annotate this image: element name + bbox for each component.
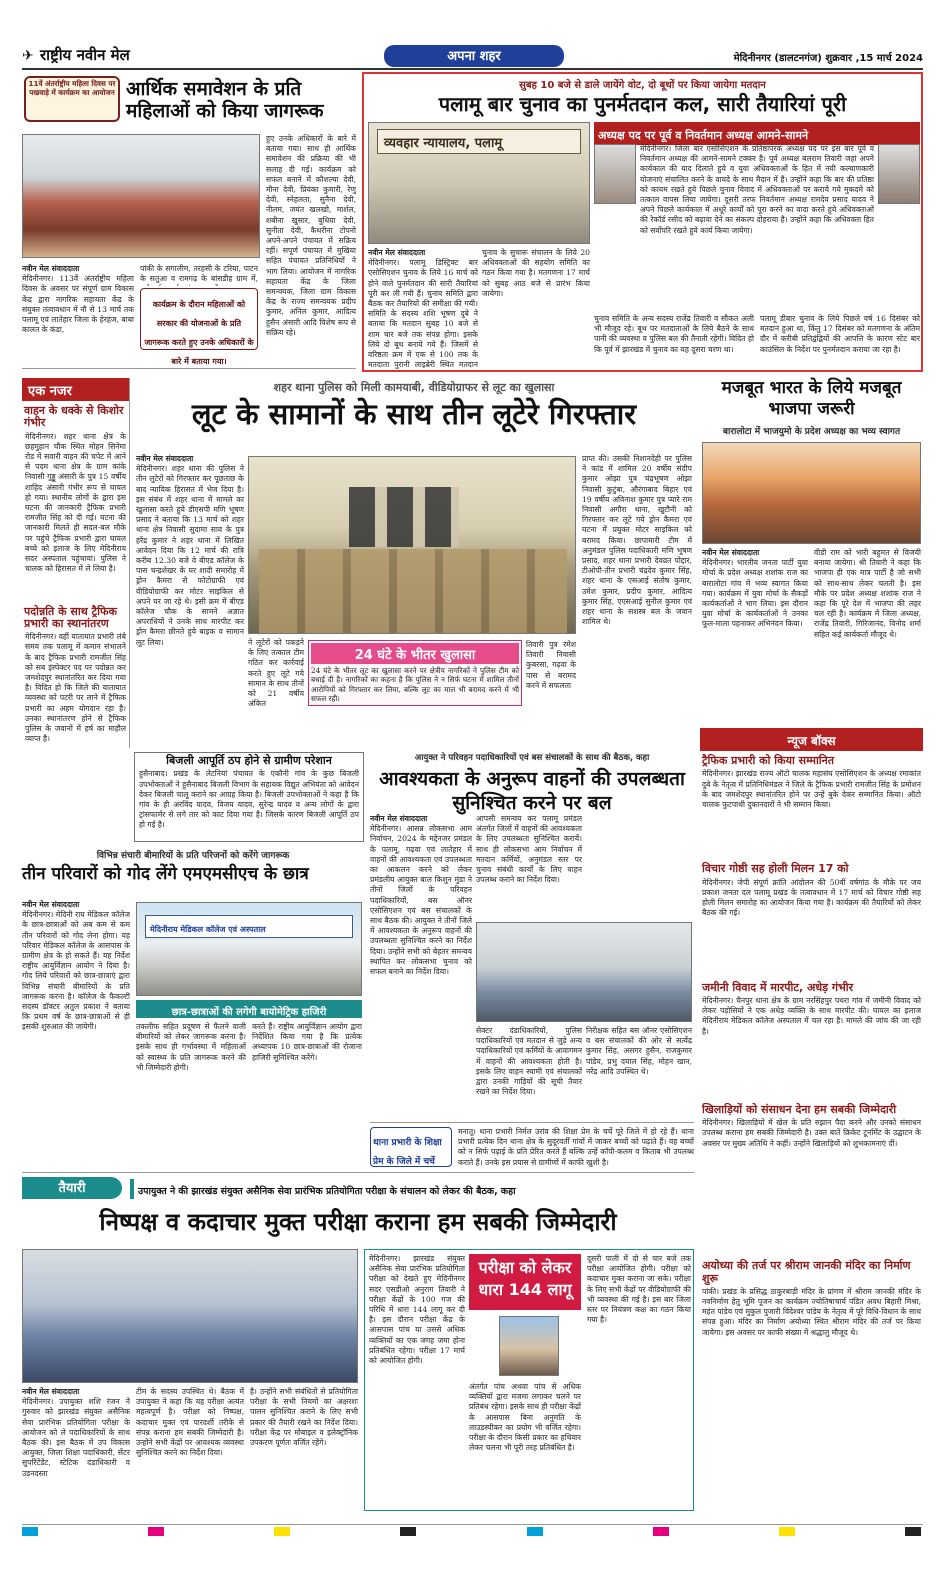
bar-body-3: चुनाव समिति के अन्य सदस्य राजेंद्र तिवारी व सौकत अली भी मौजूद रहे। बूथ पर मतदाताओं के लिये बैठने के साथ पानी की व्यवस्था व पुलिस बल की तैनाती रहेगी। विदित हो कि पूर्व में झारखंड में चुनाव का यह दूसरा चरण था। [594, 314, 754, 354]
exam-col-3 [250, 1387, 358, 1511]
candidate-photo-left [594, 144, 636, 204]
loot-story [134, 378, 694, 750]
vehicles-col-1 [370, 814, 472, 1034]
bjp-kicker: बारालोटा में भाजयुमो के प्रदेश अध्यक्ष का भव्य स्वागत [722, 427, 901, 437]
bar-body-1: मेदिनीनगर। पलामू डिस्ट्रिक्ट बार एसोसिएशन चुनाव के लिये 16 मार्च को होने वाले पुनर्मतदान की सारी तैयारियां पूरी कर ली गयी हैं। चुनाव समिति द्वारा बैठक कर तैयारियों की समीक्षा की गयी। समिति के सदस्य शशि भूषण दुबे ने बताया कि मतदान सुबह 10 बजे से शाम चार बजे तक संपन्न होगा। इसके लिये दो बूथ बनाये गये हैं। जिसमें से वरिष्ठता क्रम में एक से 100 तक के मतदाता पुरानी लाइब्रेरी स्थित मतदान [368, 258, 478, 370]
news-box-column [700, 728, 923, 1510]
mmch-headline: तीन परिवारों को गोद लेंगे एमएमसीएच के छात्र [22, 864, 309, 884]
suspects-row [349, 487, 459, 547]
news-item-3-headline: जमीनी विवाद में मारपीट, अधेड़ गंभीर [702, 980, 854, 994]
ek-nazar-item-1-headline: वाहन के धक्के से किशोर गंभीर [24, 404, 124, 430]
bar-col-4 [760, 314, 920, 370]
registration-swatch [779, 1527, 795, 1536]
vehicles-body-3: सेक्टर दंडाधिकारियों, पुलिस पदाधिकारियों एवं मतदान से जुड़े अन्य पदाधिकारियों एवं कर्मियों के आवागमन में वाहनों की आवश्यकता होती है। इसके लिए वाहन स्वामी एवं संचालकों द्वारा उनकी गाड़ियों की सूची तैयार रखने का निर्देश दिया। [476, 1026, 582, 1097]
women-body-3: हुए उनके अधिकारों के बारे में बताया गया। साथ ही आर्थिक समावेशन की प्रक्रिया की भी सलाह दी गई। कार्यक्रम को सफल बनाने में कौशल्या देवी, मीना देवी, प्रियंका कुमारी, रेणु देवी, स्नेहलता, सुनैना देवी, नीलम, जयंत खलखो, मार्शल, शबीना खुसार, बुधिया देवी, सुनीता देवी, कैथरीना टोपनो अपने-अपने पंचायत में सक्रिय रहीं। सपूर्ण पंचायत में मुखिया सहित पंचायत प्रतिनिधियों ने भाग लिया। आयोजन में नागरिक सहायता केंद्र के जिला समन्वयक, जिला ग्राम विकास केंद्र के राज्य समन्वयक प्रदीप कुमार, अनिल कुमार, आदित्य हुसैन अंसारी आदि विशेष रूप से सक्रिय रहे। [266, 134, 356, 337]
exam-meeting-photo [22, 1249, 358, 1383]
section-label: अपना शहर [447, 49, 501, 64]
loot-col-3 [582, 454, 692, 750]
mmch-col-2 [136, 1022, 246, 1146]
women-photo [22, 134, 260, 258]
mmch-sign-text: मेदिनीराय मेडिकल कॉलेज एवं अस्पताल [150, 925, 266, 934]
ek-nazar-item-1-body: मेदिनीनगर। शहर थाना क्षेत्र के छहमुहान चौक स्थित मोहन सिनेमा रोड में सवारी वाहन की चपेट में आने से पदम थाना क्षेत्र के ग्राम कांके निवासी गुड्डू अंसारी के पुत्र 15 वर्षीय शाहिद अंसारी गंभीर रूप से घायल हो गया। स्थानीय लोगों के द्वारा इस घटना की जानकारी ट्रैफिक प्रभारी रामजीत सिंह को दी गई। घटना की जानकारी मिलते ही सदल-बल मौके पर पहुंचे ट्रैफिक प्रभारी द्वारा घायल बच्चे को इलाज के लिए मेदिनीराय सदर अस्पताल पहुंचाया। पुलिस ने चालक को हिरासत में ले लिया है। [25, 431, 126, 574]
candidate-photo-right [878, 144, 920, 204]
mmch-sign [145, 915, 353, 938]
loot-body-3: प्राप्त की। उसकी निशानदेही पर पुलिस ने कांड में शामिल 20 वर्षीय संदीप कुमार ओझा पुत्र चंद्रभूषण ओझा निवासी कुटुंबा, औरंगाबाद बिहार एवं 19 वर्षीय अविनाश कुमार पुत्र प्यारे राम निवासी अगौरा थाना, खुटौनी को गिरफ्तार कर लूटे गये ड्रोन कैमरा एवं घटना में प्रयुक्त मोटर साइकिल को बरामद किया। छापामारी टीम में अनुमंडल पुलिस पदाधिकारी मणि भूषण प्रसाद, शहर थाना प्रभारी देवव्रत पोद्दार, टीओपी-तीन प्रभारी चंद्रदेव कुमार सिंह, शहर थाना के एसआई संतोष कुमार, उमेश कुमार, प्रदीप कुमार, आदित्य कुमार सिंह, एएसआई सुनील कुमार एवं शहर थाना के सशस्त्र बल के जवान शामिल थे। [582, 454, 692, 627]
loot-headline: लूट के सामानों के साथ तीन लूटेरे गिरफ्तार [191, 397, 637, 431]
dateline: मेदिनीनगर (डालटनगंज) शुक्रवार ,15 मार्च 2024 [733, 53, 923, 64]
loot-body-2: ने लूटेरों को पकड़ने के लिए तत्काल टीम गठित कर कार्रवाई करते हुए लूटे गये सामान के साथ तीनों को 21 वर्षीय अंकित [248, 638, 304, 709]
sdo-photo [499, 1316, 559, 1376]
court-sign-text: व्यवहार न्यायालय, पलामू [384, 136, 503, 151]
vehicles-kicker: आयुक्त ने परिवहन पदाधिकारियों एवं बस संचालकों के साथ की बैठक, कहा [414, 753, 650, 763]
mmch-body-3: करते हैं। राष्ट्रीय आयुर्विज्ञान आयोग द्वारा निर्देशित किया गया है कि प्रत्येक अध्यापक 10 छात्र-छात्राओं की रोजाना हाजिरी सुनिश्चित करेंगे। [252, 1022, 362, 1062]
women-headline: आर्थिक समावेशन के प्रति महिलाओं को किया जागरूक [126, 78, 324, 122]
bar-kicker: सुबह 10 बजे से डाले जायेंगे वोट, दो बूथों पर किया जायेगा मतदान [519, 80, 766, 91]
exam-tag [22, 1177, 122, 1199]
registration-swatch [148, 1527, 164, 1536]
bar-body-4: पलामू डीबार चुनाव के लिये पिछले वर्ष 16 दिसंबर को मतदान हुआ था, किंतु 17 दिसंबर को मतगणना के अंतिम दौर में करीबी प्रतिद्वंद्वियों की आपत्ति के कारण स्टेट बार काउंसिल के निर्देश पर पुनर्मतदान कराया जा रहा है। [760, 314, 920, 354]
exam-story [22, 1172, 694, 1510]
exam-col-2 [136, 1387, 244, 1511]
pull-quote-text: कार्यक्रम के दौरान महिलाओं को सरकार की योजनाओं के प्रति जागरूक करते हुए उनके अधिकारों के बारे में बताया गया। [144, 300, 254, 366]
loot-body-4: तिवारी पुत्र रमेश तिवारी निवासी कुबरसा, गढ़वा के पास से बरामद करने में सफलता [526, 640, 576, 690]
callout-title: 24 घंटे के भीतर खुलासा [354, 648, 476, 663]
callout-body: 24 घंटे के भीतर लूट का खुलासा करने पर क्षेत्रीय नागरिकों ने पुलिस टीम को बधाई दी है। नागरिकों का कहना है कि पुलिस ने न सिर्फ घटना में शामिल तीनों आरोपियों को गिरफ्तार कर लिया, बल्कि लूट का माल भी बरामद करने में भी सफल रही। [311, 666, 519, 704]
thana-headline: थाना प्रभारी के शिक्षा प्रेम के जिले में चर्चे [373, 1138, 442, 1167]
callout-title-bar [311, 643, 519, 664]
registration-swatch [22, 1527, 38, 1536]
loot-byline: नवीन मेल संवाददाता [136, 454, 194, 463]
paper-name: राष्ट्रीय नवीन मेल [40, 46, 130, 64]
loot-body-1: मेदिनीनगर। शहर थाना की पुलिस ने तीन लुटेरों को गिरफ्तार कर पूछताछ के बाद न्यायिक हिरासत में भेज दिया है। इस संबंध में शहर थाना में मामले का खुलासा करते हुये डीएसपी मणि भूषण प्रसाद ने बताया कि 13 मार्च को शहर थाना क्षेत्र निवासी सुदामा साव के पुत्र हरेंद्र कुमार ने शहर थाना में लिखित आवेदन दिया कि 12 मार्च की रात्रि करीब 12.30 बजे वे बीएड कॉलेज के पास चन्द्रशेखर के घर शादी समारोह में ड्रोन कैमरा से फोटोग्राफी एवं वीडियोग्राफी कर मोटर साइकिल से अपने घर जा रहे थे। इसी क्रम में बीएड कॉलेज चौक के सामने अज्ञात अपराधियों ने उनके साथ मारपीट कर ड्रोन कैमरा छीनते हुये बाइक व सामान लूट लिया। [136, 464, 244, 647]
registration-swatch [653, 1527, 669, 1536]
ek-nazar-label-bar [22, 378, 129, 401]
vehicles-body-1: मेदिनीनगर। आसन्न लोकसभा आम निर्वाचन, 2024 के मद्देनजर प्रमंडल के पलामू, गढ़वा एवं लातेहार में वाहनों की आवश्यकता एवं उपलब्धता का आकलन करने को लेकर प्रमंडलीय आयुक्त बाल किशुन मुंडा ने तीनों जिलों के परिवहन पदाधिकारियों, बस ऑनर एसोसिएशन एवं बस संचालकों के साथ बैठक की। आयुक्त ने तीनों जिले में आवश्यकता के अनुरूप वाहनों की उपलब्धता सुनिश्चित करने का निर्देश दिया। उन्होंने सभी को बेहतर समन्वय स्थापित कर लोकसभा चुनाव को सफल बनाने का निर्देश दिया। [370, 824, 472, 977]
electricity-headline: बिजली आपूर्ति ठप होने से ग्रामीण परेशान [166, 754, 332, 767]
police-row [259, 549, 567, 633]
exam-col-1 [22, 1387, 130, 1511]
candidates-box [594, 122, 920, 312]
news-box-label: न्यूज बॉक्स [787, 734, 836, 748]
bar-col-2 [482, 248, 590, 370]
bar-headline: पलामू बार चुनाव का पुनर्मतदान कल, सारी तैयारियां पूरी [438, 92, 847, 116]
candidates-title-bar [594, 122, 920, 145]
bjp-col-2 [814, 548, 921, 723]
exam-body-3: है। उन्होंने सभी संबंधितों से प्रतियोगिता परीक्षा के सभी नियमों का अक्षरशः पालन सुनिश्चित कराने के लिए सभी प्रकार की तैयारी रखने का निर्देश दिया। परीक्षा केंद्र पर मोबाइल व इलेक्ट्रॉनिक उपकरण पूर्णतः वर्जित रहेंगे। [250, 1387, 358, 1448]
women-col-2 [140, 264, 258, 286]
bar-byline: नवीन मेल संवाददाता [368, 248, 426, 257]
news-item-1-body: मेदिनीनगर। झारखंड राज्य ऑटो चालक महासंघ एसोसिएशन के अध्यक्ष रमाकांत दुबे के नेतृत्व में प्रतिनिधिमंडल ने जिले के ट्रैफिक प्रभारी रामजीत सिंह के प्रमोशन के बाद जमशेदपुर स्थानांतरित होने पर उन्हें बुके देकर सम्मानित किया। ऑटो चालक फुटपाथी दुकानदारों ने भी सम्मान किया। [702, 769, 921, 809]
news-item-4-headline: खिलाड़ियों को संसाधन देना हम सबकी जिम्मेदारी [702, 1102, 897, 1116]
loot-col-4 [526, 640, 576, 750]
women-byline: नवीन मेल संवाददाता [22, 264, 80, 273]
exam-tag-text: तैयारी [58, 1181, 86, 1196]
women-col-3 [266, 134, 356, 367]
women-story [22, 74, 356, 369]
candidates-body [640, 144, 874, 308]
court-photo [368, 122, 590, 244]
ek-nazar-label: एक नजर [28, 384, 72, 399]
bjp-story [700, 378, 923, 723]
women-body-1: मेदिनीनगर। 113वें अंतर्राष्ट्रीय महिला दिवस के अवसर पर संपूर्ण ग्राम विकास केंद्र द्वारा नागरिक सहायता केंद्र के संयुक्त तत्वावधान में नौ से 13 मार्च तक पलामू एवं लातेहार जिला के हेरहंज, बाबा कालत के कंडा, [22, 274, 134, 335]
bjp-col-1 [702, 548, 808, 723]
bar-col-1 [368, 248, 478, 370]
exam-col-4 [369, 1254, 465, 1508]
ek-nazar-item-2-headline: पदोन्नति के साथ ट्रैफिक प्रभारी का स्थानांतरण [24, 604, 117, 630]
registration-swatch [905, 1527, 921, 1536]
news-item-2-headline: विचार गोष्ठी सह होली मिलन 17 को [702, 862, 849, 876]
bjp-byline: नवीन मेल संवाददाता [702, 548, 760, 557]
women-day-badge [24, 76, 120, 122]
loot-callout [308, 640, 522, 706]
meeting-photo [476, 922, 692, 1022]
vehicles-col-3 [476, 1026, 582, 1122]
exam-callout-text: परीक्षा को लेकर धारा 144 लागू [478, 1258, 572, 1299]
vehicles-byline: नवीन मेल संवाददाता [370, 814, 428, 823]
exam-body-1: मेदिनीनगर। उपायुक्त शशि रंजन ने गुरुवार को झारखंड संयुक्त असैनिक सेवा प्रारंभिक प्रतियोगिता परीक्षा के आयोजन को ले पदाधिकारियों के साथ बैठक की। इस बैठक में उप विकास आयुक्त, जिला शिक्षा पदाधिकारी, सेंटर सुपरिंटेंडेंट, स्टेटिक दंडाधिकारी व उड़नदस्ता [22, 1397, 130, 1478]
exam-body-4: मेदिनीनगर। झारखंड संयुक्त असैनिक सेवा प्रारंभिक प्रतियोगिता परीक्षा को देखते हुए मेदिनीनगर सदर एसडीओ अनुराग तिवारी ने परीक्षा केंद्रों के 100 गज की परिधि में धारा 144 लागू कर दी है। इस दौरान परीक्षा केंद्र के आसपास पांच या उससे अधिक व्यक्तियों का एक जगह जमा होना प्रतिबंधित रहेगा। परीक्षा 17 मार्च को आयोजित होगी। [369, 1254, 465, 1366]
exam-body-6: दूसरी पाली में दो से चार बजे तक परीक्षा आयोजित होगी। परीक्षा को कदाचार मुक्त कराना जा सके। परीक्षा के लिए सभी केंद्रों पर वीडियोग्राफी की भी व्यवस्था की गई है। इस बार जिला स्तर पर नियंत्रण कक्ष का गठन किया गया है। [587, 1254, 691, 1325]
exam-col-6 [587, 1254, 691, 1508]
thana-headline-box [370, 1127, 452, 1167]
loot-col-1 [136, 454, 244, 750]
thana-body: मनातू। थाना प्रभारी निर्मल उरांव की शिक्षा प्रेम के चर्चे पूरे जिले में हो रहे हैं। थाना प्रभारी प्रत्येक दिन थाना क्षेत्र के सुदूरवर्ती गांवों में जाकर बच्चों को पढ़ाते हैं। वह बच्चों को न सिर्फ पढ़ाई के प्रति प्रेरित करते हैं बल्कि उन्हें कॉपी-कलम व किताब भी उपलब्ध कराते हैं। उनके इस प्रयास से ग्रामीणों में काफी खुशी है। [458, 1127, 694, 1167]
vehicles-col-4 [586, 1026, 692, 1122]
exam-col-5 [469, 1382, 581, 1508]
news-box-label-bar [700, 728, 923, 751]
mmch-body-2: तकलीफ सहित प्रदूषण से फैलने वाली बीमारियों को लेकर जागरूक करना है। इसके साथ ही गर्भावस्था में महिलाओं को स्वास्थ्य के प्रति जागरूक करने की भी जिम्मेदारी होगी। [136, 1022, 246, 1072]
news-item-4-body: मेदिनीनगर। खिलाड़ियों में खेल के प्रति रुझान पैदा करने और उनको संसाधन उपलब्ध कराना हम सबकी जिम्मेदारी है। उक्त बातें क्रिकेट टूर्नामेंट के उद्घाटन के अवसर पर मुख्य अतिथि ने कहीं। उन्होंने खिलाड़ियों को शुभकामनाएं दीं। [702, 1118, 921, 1148]
ek-nazar-column [22, 378, 130, 748]
vehicles-headline: आवश्यकता के अनुरूप वाहनों की उपलब्धता सुनिश्चित करने पर बल [379, 768, 685, 814]
candidates-title: अध्यक्ष पद पर पूर्व व निवर्तमान अध्यक्ष आमने-सामने [598, 129, 809, 142]
candidates-text: मेदिनीनगर। जिला बार एसोसिएशन के प्रतिष्ठापरक अध्यक्ष पद पर इस बार पूर्व व निवर्तमान अध्यक्ष की आमने-सामने टक्कर है। पूर्व अध्यक्ष बलराम तिवारी जहां अपने कार्यकाल की याद दिलाते हुये व युवा अधिवक्ताओं के हित में नयी कल्याणकारी योजनाएं संचालित करने के वायदे के साथ मैदान में हैं। उन्होंने कहा कि बार की प्रतिष्ठा को कायम रखते हुये पिछले चुनाव विवाद में अधिवक्ताओं पर कराये गये मुकदमे को तत्काल वापस लिया जायेगा। दूसरी तरफ निवर्तमान अध्यक्ष रामदेव प्रसाद यादव ने अपने पिछले कार्यकाल में अधूरे कार्यों को पूरा करने का वादा करते हुये अधिवक्ताओं की रेकॉर्ड रसीद को बढ़ावा देने का संकल्प दोहराया है। उन्होंने कहा कि अधिवक्ता हित को सर्वोपरि रखते हुये कार्य किया जायेगा। [640, 144, 874, 235]
vehicles-body-2: आपसी समन्वय कर पलामू प्रमंडल अंतर्गत जिलों में वाहनों की आवश्यकता के लिए उपलब्धता सुनिश्चित करायें। साथ ही लोकसभा आम निर्वाचन में मतदान कर्मियों, अनुमंडल स्तर पर चुनाव संबंधी कार्यों के लिए वाहन उपलब्ध कराने का निर्देश दिया। [476, 814, 582, 885]
news-item-3-body: मेदिनीनगर। चैनपुर थाना क्षेत्र के ग्राम नरसिंहपुर पथरा गांव में जमीनी विवाद को लेकर पड़ोसियों ने एक अधेड़ व्यक्ति के साथ मारपीट की। घायल का इलाज मेदिनीराय मेडिकल कॉलेज अस्पताल में चल रहा है। मामले की जांच की जा रही है। [702, 995, 921, 1036]
exam-body-5: अंतर्गत पांच अथवा पांच से अधिक व्यक्तियों द्वारा मजमा लगाकर चलने पर प्रतिबंध रहेगा। इसके साथ ही परीक्षा केंद्रों के आसपास बिना अनुमति के लाउडस्पीकर का प्रयोग भी वर्जित रहेगा। परीक्षा के दौरान किसी प्रकार का हथियार लेकर चलना भी पूरी तरह प्रतिबंधित है। [469, 1382, 581, 1453]
loot-col-2 [248, 638, 304, 750]
mmch-col-1 [22, 900, 130, 1146]
registration-marks [22, 1524, 923, 1536]
thana-box [370, 1122, 694, 1168]
news-item-1-headline: ट्रैफिक प्रभारी को किया सम्मानित [702, 754, 835, 767]
news-item-2-body: मेदिनीनगर। जेपी संपूर्ण क्रांति आंदोलन की 50वीं वर्षगांठ के मौके पर जय प्रकाश जनता दल पलामू प्रखंड के तत्वावधान में 17 मार्च को विचार गोष्ठी सह होली मिलन समारोह का आयोजन किया गया है। कार्यक्रम की तैयारियों को लेकर बैठक की गई। [702, 877, 921, 918]
mmch-byline: नवीन मेल संवाददाता [22, 900, 80, 909]
exam-byline: नवीन मेल संवाददाता [22, 1387, 80, 1396]
ek-nazar-item-2-body: मेदिनीनगर। वहीं यातायात प्रभारी लंबे समय तक पलामू में कमान संभालने के बाद ट्रैफिक प्रभारी रामजीत सिंह को सब इंस्पेक्टर पद पर पदोन्नत कर जमशेदपुर स्थानांतरित कर दिया गया है। विदित हो कि जिले की यातायात व्यवस्था को पटरी पर लाने में ट्रैफिक प्रभारी का अहम योगदान रहा है। उनका स्थानांतरण होने से ट्रैफिक पुलिस के जवानों में हर्ष का माहौल व्याप्त है। [25, 632, 126, 744]
masthead [22, 44, 923, 70]
court-sign [377, 129, 581, 154]
women-pull-quote [140, 288, 258, 366]
vehicles-body-4: निरीक्षक सहित बस ऑनर एसोसिएशन व बस संचालकों की ओर से सत्येंद्र कुमार सिंह, असगर हुसैन, राजकुमार पांडेय, प्रभु दयाल सिंह, मोहन खान, नरेंद्र आदि उपस्थित थे। [586, 1026, 692, 1076]
vehicles-col-2 [476, 814, 582, 918]
bjp-photo [702, 442, 921, 544]
bar-body-2: चुनाव के सुचारू संचालन के लिये 20 अधिवक्ताओं की सहयोग समिति का गठन किया गया है। मतगणना 17 मार्च को सुबह आठ बजे से प्रारंभ किया जायेगा। [482, 248, 590, 298]
electricity-body: हुसैनाबाद। प्रखंड के लेटनियां पंचायत के एकौनी गांव के कुछ बिजली उपभोक्ताओं ने हुसैनाबाद बिजली विभाग के सहायक विद्युत अभियंता को आवेदन देकर बिजली चालू कराने का आग्रह किया है। बिजली उपभोक्ताओं ने कहा है कि गांव के ही अरविंद यादव, विजय यादव, सुरेन्द्र यादव व अन्य लोगों के द्वारा ट्रांसफार्मर से लगे तार को काट दिया गया है। जिसके कारण बिजली आपूर्ति ठप हो गई है। [139, 769, 359, 830]
bar-col-3 [594, 314, 754, 370]
registration-swatch [400, 1527, 416, 1536]
bjp-body-1: मेदिनीनगर। भारतीय जनता पार्टी युवा मोर्चा के प्रदेश अध्यक्ष शशांक राज का बारालोटा गांव में भव्य स्वागत किया गया। कार्यक्रम में युवा मोर्चा के सैकड़ों कार्यकर्ताओं ने भाग लिया। इस दौरान युवा मोर्चा के कार्यकर्ताओं ने उनका फूल-माला पहनाकर अभिनंदन किया। [702, 558, 808, 629]
bjp-headline: मजबूत भारत के लिये मजबूत भाजपा जरूरी [721, 378, 902, 419]
registration-swatch [274, 1527, 290, 1536]
mmch-story [22, 848, 364, 1148]
exam-kicker: उपायुक्त ने की झारखंड संयुक्त असैनिक सेवा प्रारंभिक प्रतियोगिता परीक्षा के संचालन को लेकर की बैठक, कहा [138, 1186, 516, 1197]
mmch-body-1: मेदिनीनगर। मेदिनी राय मेडिकल कॉलेज के छात्र-छात्राओं को अब कम से कम तीन परिवारों को गोद लेना होगा। यह परिवार मेडिकल कॉलेज के आसपास के ग्रामीण क्षेत्र के हो सकते हैं। यह निर्देश राष्ट्रीय आयुर्विज्ञान आयोग ने दिया है। गोद लिये परिवारों को छात्र-छात्राएं द्वारा विभिन्न संचारी बीमारियों के प्रति जागरूक करना है। कॉलेज के फैकल्टी सदस्य डॉक्टर अतुल प्रकाश ने बताया कि प्रथम वर्ष के छात्र-छात्राओं से ही इसकी शुरुआत की जायेगी। [22, 910, 130, 1032]
mmch-banner [136, 1000, 362, 1018]
loot-kicker: शहर थाना पुलिस को मिली कामयाबी, वीडियोग्राफर से लूट का खुलासा [273, 381, 555, 394]
bjp-body-2: वीडी राम को भारी बहुमत से विजयी बनाया जायेगा। श्री तिवारी ने कहा कि भाजपा ही एक मात्र पार्टी है जो सभी को साथ-साथ लेकर चलती है। इस मौके पर प्रदेश अध्यक्ष शशांक राज ने कहा कि पूरे देश में भाजपा की लहर चल रही है। कार्यक्रम में जिला अध्यक्ष, राजेंद्र तिवारी, गिरिजानंद, विनोद शर्मा सहित कई कार्यकर्ता मौजूद थे। [814, 548, 921, 639]
police-photo [248, 456, 576, 634]
news-item-5-body: पांकी। प्रखंड के प्रसिद्ध ठाकुरबाड़ी मंदिर के प्रांगण में श्रीराम जानकी मंदिर के नवनिर्माण हेतु भूमि पूजन का कार्यक्रम ज्योतिषाचार्य पंडित अवध बिहारी मिश्रा, महंत पांडेय एवं मुकुल पुजारी विंदेश्वर पांडेय के नेतृत्व में पूरे विधि-विधान के साथ संपन्न हुआ। मंदिर का निर्माण अयोध्या स्थित श्रीराम मंदिर की तर्ज पर किया जायेगा। इस अवसर पर काफी संख्या में श्रद्धालु मौजूद थे। [702, 1286, 921, 1337]
women-body-2: पांकी के सगालीम, तरहसी के टरिया, पाटन के सतुआ व रामगढ़ के बांसडीह ग्राम में, [140, 264, 258, 284]
mmch-col-3 [252, 1022, 362, 1146]
vehicles-story [370, 752, 694, 1162]
electricity-story [134, 752, 364, 842]
exam-callout [469, 1254, 581, 1310]
exam-kicker-box [130, 1179, 694, 1199]
women-col-1 [22, 264, 134, 367]
news-item-5-headline: अयोध्या की तर्ज पर श्रीराम जानकी मंदिर का निर्माण शुरू [702, 1259, 911, 1285]
mmch-kicker: विभिन्न संचारी बीमारियों के प्रति परिजनों को करेंगे जागरूक [96, 851, 290, 861]
bird-logo-icon: ✈ [22, 48, 34, 64]
bar-election-story [362, 72, 923, 372]
exam-headline: निष्पक्ष व कदाचार मुक्त परीक्षा कराना हम सबकी जिम्मेदारी [99, 1208, 617, 1236]
section-banner [384, 45, 564, 67]
exam-body-2: टीम के सदस्य उपस्थित थे। बैठक में उपायुक्त ने कहा कि यह परीक्षा अत्यंत महत्वपूर्ण है। परीक्षा को निष्पक्ष, कदाचार मुक्त एवं पारदर्शी तरीके से संपन्न कराना हम सबकी जिम्मेदारी है। उन्होंने सभी केंद्रों पर आवश्यक व्यवस्था सुनिश्चित करने का निर्देश दिया। [136, 1387, 244, 1458]
registration-swatch [527, 1527, 543, 1536]
color-registration-strip [22, 1527, 923, 1536]
exam-sidebar-box [364, 1249, 694, 1511]
mmch-photo [136, 902, 362, 996]
mmch-banner-text: छात्र-छात्राओं की लगेगी बायोमेट्रिक हाजिरी [171, 1007, 327, 1018]
badge-text: 11वें अंतर्राष्ट्रीय महिला दिवस पर पखवाड़े में कार्यक्रम का आयोजन [28, 79, 116, 97]
